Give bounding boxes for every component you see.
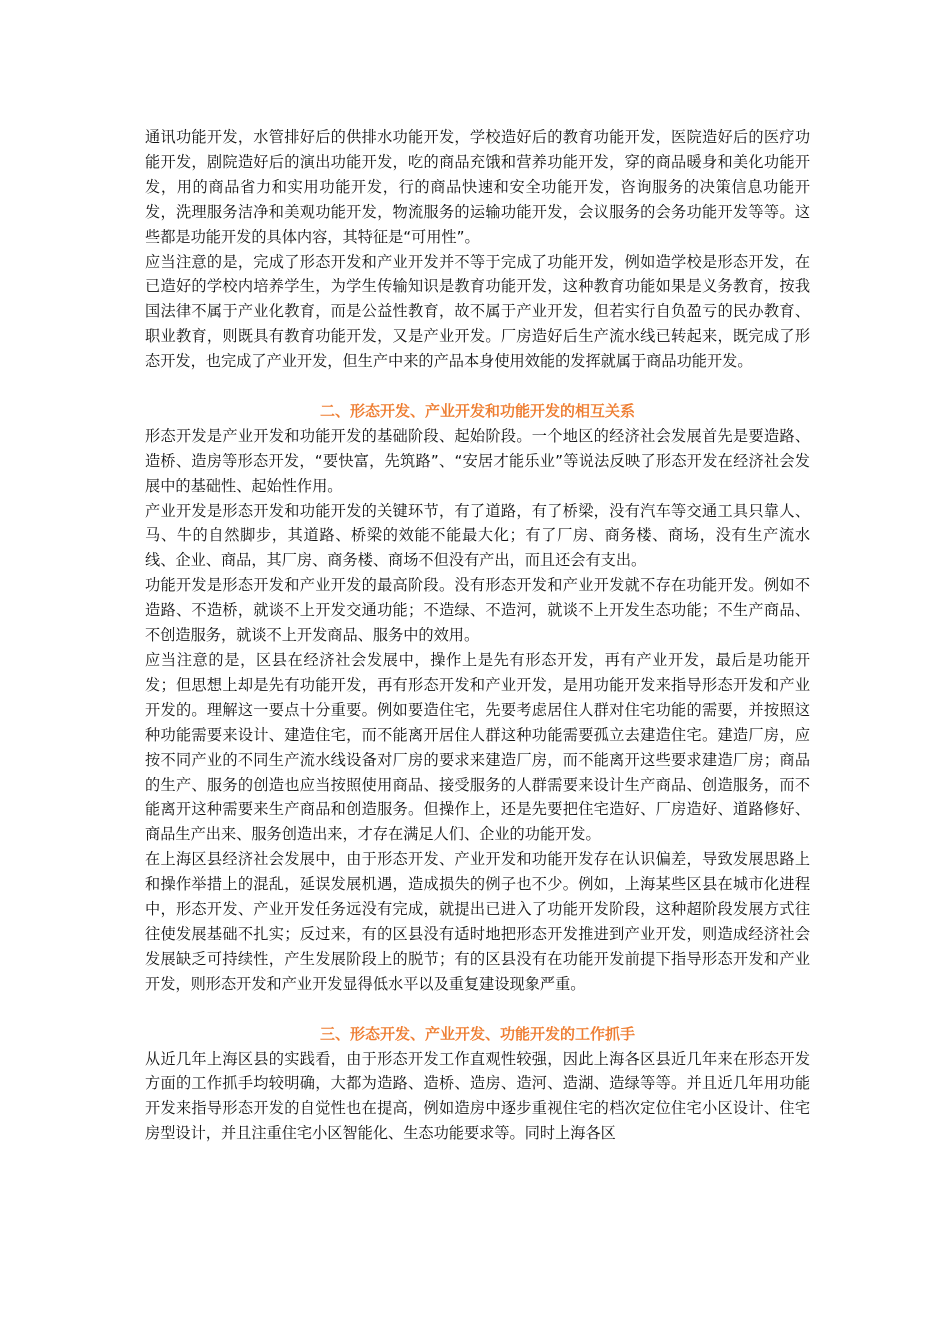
body-paragraph: 应当注意的是，区县在经济社会发展中，操作上是先有形态开发，再有产业开发，最后是功能开发；但思想上却是先有功能开发，再有形态开发和产业开发，是用功能开发来指导形态开发和产业开发的。理解这一要点十分重要。例如要造住宅，先要考虑居住人群对住宅功能的需要，并按照这种功能需要来设计、建造住宅，而不能离开居住人群这种功能需要孤立去建造住宅。建造厂房，应按不同产业的不同生产流水线设备对厂房的要求来建造厂房，而不能离开这些要求建造厂房；商品的生产、服务的创造也应当按照使用商品、接受服务的人群需要来设计生产商品、创造服务，而不能离开这种需要来生产商品和创造服务。但操作上，还是先要把住宅造好、厂房造好、道路修好、商品生产出来、服务创造出来，才存在满足人们、企业的功能开发。 <box>145 651 810 844</box>
document-page <box>145 125 810 1146</box>
paragraph-gap <box>145 374 810 399</box>
paragraph-gap <box>145 997 810 1022</box>
body-paragraph: 产业开发是形态开发和功能开发的关键环节，有了道路，有了桥梁，没有汽车等交通工具只靠人、马、牛的自然脚步，其道路、桥梁的效能不能最大化；有了厂房、商务楼、商场，没有生产流水线、企业、商品，其厂房、商务楼、商场不但没有产出，而且还会有支出。 <box>145 501 810 570</box>
body-paragraph: 形态开发是产业开发和功能开发的基础阶段、起始阶段。一个地区的经济社会发展首先是要造路、造桥、造房等形态开发，“要快富，先筑路”、“安居才能乐业”等说法反映了形态开发在经济社会发展中的基础性、起始性作用。 <box>145 426 810 495</box>
body-paragraph: 通讯功能开发，水管排好后的供排水功能开发，学校造好后的教育功能开发，医院造好后的医疗功能开发，剧院造好后的演出功能开发，吃的商品充饿和营养功能开发，穿的商品暖身和美化功能开发，用的商品省力和实用功能开发，行的商品快速和安全功能开发，咨询服务的决策信息功能开发，洗理服务洁净和美观功能开发，物流服务的运输功能开发，会议服务的会务功能开发等等。这些都是功能开发的具体内容，其特征是“可用性”。 <box>145 128 810 246</box>
body-paragraph: 从近几年上海区县的实践看，由于形态开发工作直观性较强，因此上海各区县近几年来在形态开发方面的工作抓手均较明确，大都为造路、造桥、造房、造河、造湖、造绿等等。并且近几年用功能开发来指导形态开发的自觉性也在提高，例如造房中逐步重视住宅的档次定位住宅小区设计、住宅房型设计，并且注重住宅小区智能化、生态功能要求等。同时上海各区 <box>145 1049 810 1143</box>
section-heading-3: 三、形态开发、产业开发、功能开发的工作抓手 <box>319 1024 635 1043</box>
section-heading-2: 二、形态开发、产业开发和功能开发的相互关系 <box>319 401 635 420</box>
body-paragraph: 功能开发是形态开发和产业开发的最高阶段。没有形态开发和产业开发就不存在功能开发。例如不造路、不造桥，就谈不上开发交通功能；不造绿、不造河，就谈不上开发生态功能；不生产商品、不创造服务，就谈不上开发商品、服务中的效用。 <box>145 576 810 645</box>
body-paragraph: 应当注意的是，完成了形态开发和产业开发并不等于完成了功能开发，例如造学校是形态开发，在已造好的学校内培养学生，为学生传输知识是教育功能开发，这种教育功能如果是义务教育，按我国法律不属于产业化教育，而是公益性教育，故不属于产业开发，但若实行自负盈亏的民办教育、职业教育，则既具有教育功能开发，又是产业开发。厂房造好后生产流水线已转起来，既完成了形态开发，也完成了产业开发，但生产中来的产品本身使用效能的发挥就属于商品功能开发。 <box>145 252 810 371</box>
body-paragraph: 在上海区县经济社会发展中，由于形态开发、产业开发和功能开发存在认识偏差，导致发展思路上和操作举措上的混乱，延误发展机遇，造成损失的例子也不少。例如，上海某些区县在城市化进程中，形态开发、产业开发任务远没有完成，就提出已进入了功能开发阶段，这种超阶段发展方式往往使发展基础不扎实；反过来，有的区县没有适时地把形态开发推进到产业开发，则造成经济社会发展缺乏可持续性，产生发展阶段上的脱节；有的区县没有在功能开发前提下指导形态开发和产业开发，则形态开发和产业开发显得低水平以及重复建设现象严重。 <box>145 850 810 993</box>
